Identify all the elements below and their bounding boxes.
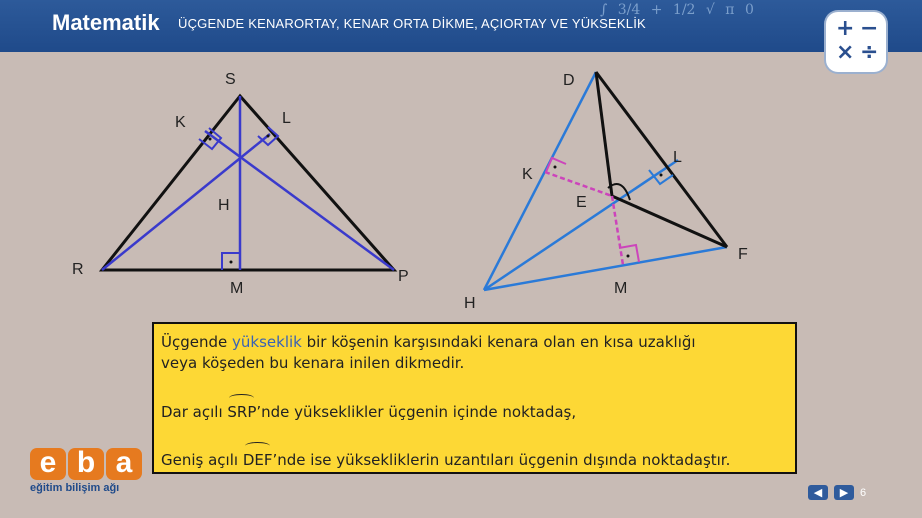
plus-symbol: + (836, 16, 855, 41)
vertex-label-h: H (464, 295, 476, 312)
eba-letter: b (68, 448, 104, 480)
foot-label-k: K (175, 114, 186, 131)
point-label-e: E (576, 194, 587, 211)
vertex-label-d: D (563, 72, 575, 89)
text-segment: ’nde ise yüksekliklerin uzantıları üçgenin dışında noktadaştır. (272, 451, 731, 469)
point-label-k: K (522, 166, 533, 183)
angle-notation-srp: SRP (227, 403, 257, 421)
highlighted-term: yükseklik (232, 333, 302, 351)
angle-notation-def: DEF (242, 451, 273, 469)
foot-label-m: M (230, 280, 244, 297)
side-hf (484, 247, 727, 290)
text-segment: bir köşenin karşısındaki kenara olan en kısa uzaklığı (301, 333, 696, 351)
side-dh (484, 72, 596, 290)
definition-line-2: veya köşeden bu kenara inilen dikmedir. (161, 354, 465, 372)
right-angle-dot (230, 261, 233, 264)
right-angle-dot (554, 166, 557, 169)
eba-logo (30, 448, 142, 494)
right-angle-mark-k (546, 158, 566, 172)
back-arrow-icon: ◀ (813, 486, 823, 499)
vertex-label-r: R (72, 261, 84, 278)
decor-symbol: 1/2 (672, 2, 696, 18)
subject-title: Matematik (52, 10, 160, 35)
altitude-from-r (102, 134, 270, 270)
text-segment: Geniş açılı (161, 451, 243, 469)
decor-symbol: π (725, 2, 735, 18)
forward-arrow-icon: ▶ (839, 486, 849, 499)
decor-symbol: + (650, 2, 663, 18)
right-angle-dot (209, 138, 212, 141)
obtuse-triangle (464, 72, 748, 312)
definition-box (152, 322, 797, 474)
vertex-label-f: F (738, 246, 748, 263)
point-label-m: M (614, 280, 628, 297)
previous-slide-button[interactable] (808, 485, 828, 500)
eba-letters (30, 448, 142, 480)
decor-symbol: ∫ (600, 2, 608, 18)
orthocenter-label-h: H (218, 197, 230, 214)
divide-symbol: ÷ (860, 40, 879, 65)
point-label-l: L (673, 149, 682, 166)
dashed-perpendicular-em (612, 196, 623, 265)
definition-line-1 (161, 332, 696, 352)
acute-triangle (72, 71, 409, 297)
altitude-from-p (205, 131, 394, 270)
eba-subtitle: eğitim bilişim ağı (30, 482, 120, 494)
vertex-label-p: P (398, 268, 409, 285)
triangle-srp-outline (102, 96, 394, 270)
acute-note-line (161, 402, 576, 422)
foot-label-l: L (282, 110, 291, 127)
eba-letter: a (106, 448, 142, 480)
right-angle-dot (627, 255, 630, 258)
dashed-perpendicular-ek (545, 172, 612, 196)
right-angle-dot (267, 135, 270, 138)
right-angle-dot (660, 174, 663, 177)
decor-symbol: √ (705, 2, 715, 18)
next-slide-button[interactable] (834, 485, 854, 500)
altitude-from-h (484, 160, 678, 290)
vertex-label-s: S (225, 71, 236, 88)
decor-symbol: 0 (744, 2, 754, 18)
times-symbol: × (836, 40, 855, 65)
text-segment: Dar açılı (161, 403, 228, 421)
eba-letter: e (30, 448, 66, 480)
page-number: 6 (860, 487, 867, 499)
obtuse-note-line (161, 450, 730, 470)
topic-title: ÜÇGENDE KENARORTAY, KENAR ORTA DİKME, AÇIORTAY VE YÜKSEKLİK (178, 16, 646, 31)
text-segment: Üçgende (161, 333, 233, 351)
decor-symbol: 3/4 (617, 2, 641, 18)
text-segment: ’nde yükseklikler üçgenin içinde noktadaş, (256, 403, 577, 421)
minus-symbol: − (860, 16, 879, 41)
